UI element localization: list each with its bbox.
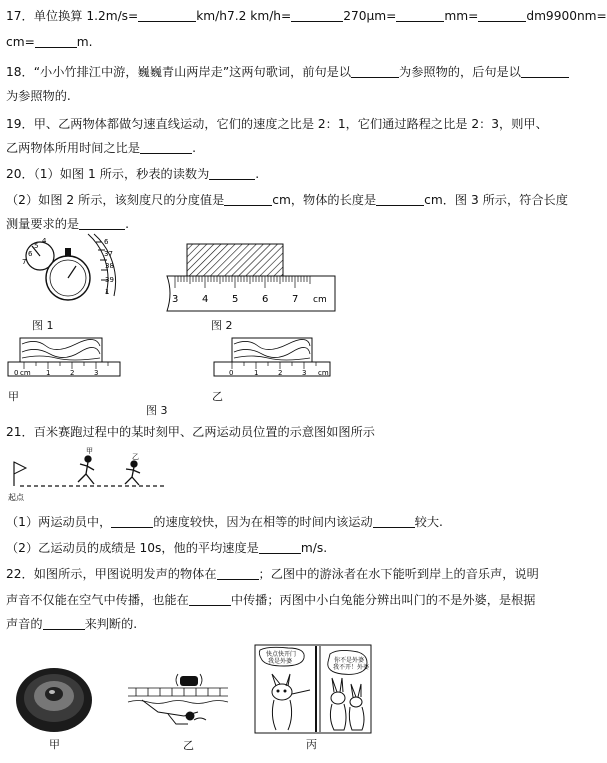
race-figure [6,446,166,502]
ruler-tick-label: 1 [46,369,51,377]
q22-line1: 22．如图所示，甲图说明发声的物体在 ；乙图中的游泳者在水下能听到岸上的音乐声，说明 [6,567,539,581]
dial-number: 1 [105,288,110,296]
q21-title: 21．百米赛跑过程中的某时刻甲、乙两运动员位置的示意图如图所示 [6,425,375,439]
answer-blank[interactable] [373,515,415,528]
answer-blank[interactable] [209,167,255,180]
ruler-figure-2 [165,236,337,318]
dial-number: 39 [105,276,114,284]
fig3-yi-label: 乙 [212,390,223,403]
runner-jia [78,456,94,484]
bubble-text: 我是外婆 [268,658,293,665]
ruler-unit: cm [20,369,31,377]
answer-blank[interactable] [140,141,192,154]
ruler-tick-label: 4 [202,294,209,305]
runner-yi-label: 乙 [132,453,139,461]
bubble-text: 快点快开门 [266,651,297,658]
answer-blank[interactable] [224,193,272,206]
fig3-caption: 图 3 [146,404,168,417]
start-label: 起点 [8,493,24,502]
dial-number: 4 [42,237,47,245]
ruler-tick-label: 1 [254,369,259,377]
answer-blank[interactable] [35,35,77,48]
dial-number: 7 [22,258,27,266]
q22-line3: 声音的 来判断的. [6,617,138,631]
ruler-figure-3-jia [6,336,124,380]
runner-jia-label: 甲 [86,447,93,455]
q22-line2: 声音不仅能在空气中传播，也能在 中传播；丙图中小白兔能分辨出叫门的不是外婆，是根据 [6,593,536,607]
q17-line2: cm= m. [6,35,93,49]
answer-blank[interactable] [111,515,153,528]
q20-line2: （2）如图 2 所示，该刻度尺的分度值是 cm，物体的长度是 cm．图 3 所示，符合长度 [6,193,568,207]
fig1-caption: 图 1 [32,319,54,332]
q19-line1: 19．甲、乙两物体都做匀速直线运动，它们的速度之比是 2：1，它们通过路程之比是 2：3，则甲、 [6,117,548,131]
dial-number: 38 [105,262,114,270]
ruler-tick-label: 7 [292,294,299,305]
answer-blank[interactable] [43,617,85,630]
answer-blank[interactable] [291,9,343,22]
answer-blank[interactable] [351,65,399,78]
answer-blank[interactable] [138,9,196,22]
answer-blank[interactable] [217,567,259,580]
stopwatch-figure [10,234,125,320]
answer-blank[interactable] [376,193,424,206]
answer-blank[interactable] [79,217,125,230]
ruler-unit: cm [313,295,327,305]
ruler-tick-label: 3 [94,369,99,377]
q18-line1: 18．“小小竹排江中游，巍巍青山两岸走”这两句歌词，前句是以 为参照物的，后句是以 [6,64,569,80]
q17-line1: 17．单位换算 1.2m/s= km/h7.2 km/h= 270μm= mm= dm9900nm= [6,9,607,23]
start-flag-icon [14,462,26,474]
answer-blank[interactable] [189,593,231,606]
ruler-tick-label: 0 [229,369,234,377]
ruler-unit: cm [318,369,329,377]
rabbit-figure [254,644,372,736]
bubble-text: 我不开！外婆 [333,664,370,671]
radio-icon [176,674,202,686]
ruler-figure-3-yi [212,336,332,380]
swimmer-figure [128,672,228,732]
fig-yi-caption: 乙 [183,739,194,752]
dial-number: 6 [104,238,109,246]
q21-part2: （2）乙运动员的成绩是 10s，他的平均速度是 m/s. [6,541,328,555]
ruler-tick-label: 0 [14,369,19,377]
speaker-figure [14,664,94,736]
answer-blank[interactable] [521,65,569,78]
ruler-tick-label: 5 [232,294,239,305]
bubble-text: 你不是外婆 [334,657,365,664]
ruler-tick-label: 6 [262,294,269,305]
q19-line2: 乙两物体所用时间之比是 . [6,141,196,155]
answer-blank[interactable] [259,541,301,554]
runner-yi [125,461,140,485]
dial-number: 37 [104,250,113,258]
dial-number: 5 [34,242,39,250]
ruler-tick-label: 3 [172,294,179,305]
answer-blank[interactable] [396,9,444,22]
ruler-tick-label: 3 [302,369,307,377]
fig-jia-caption: 甲 [49,738,60,751]
fig3-jia-label: 甲 [8,390,19,403]
ruler-tick-label: 2 [278,369,283,377]
fig-bing-caption: 丙 [306,738,317,751]
q20-line1: 20．（1）如图 1 所示，秒表的读数为 . [6,167,260,181]
answer-blank[interactable] [478,9,526,22]
fig2-caption: 图 2 [211,319,233,332]
ruler-tick-label: 2 [70,369,75,377]
q20-line3: 测量要求的是 . [6,217,129,231]
measured-block [187,244,283,276]
q18-line2: 为参照物的. [6,89,71,103]
dial-number: 6 [28,250,33,258]
q21-part1: （1）两运动员中， 的速度较快，因为在相等的时间内该运动 较大. [6,515,443,529]
